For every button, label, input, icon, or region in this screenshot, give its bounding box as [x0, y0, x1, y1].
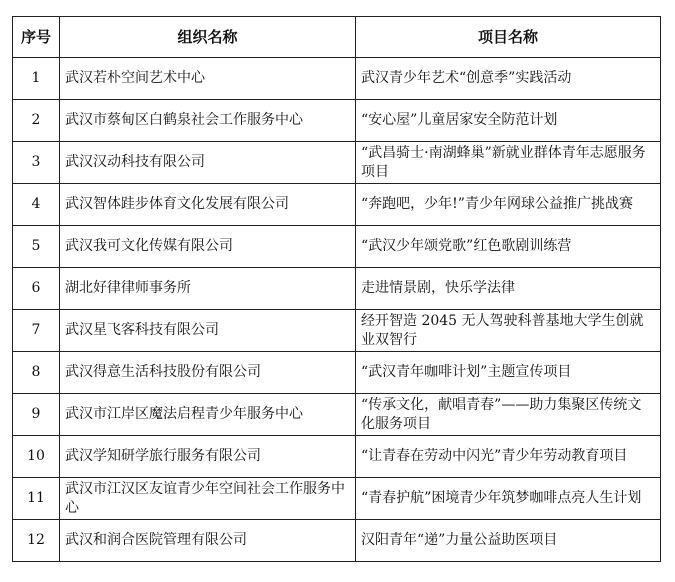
- table-row: [13, 100, 661, 142]
- table-row: [13, 394, 661, 436]
- project-name: “青春护航”困境青少年筑梦咖啡点亮人生计划: [356, 478, 661, 520]
- organization-name: 湖北好律律师事务所: [60, 268, 356, 310]
- organization-name: 武汉和润合医院管理有限公司: [60, 520, 356, 562]
- organization-name: 武汉若朴空间艺术中心: [60, 58, 356, 100]
- row-number: 8: [13, 352, 60, 394]
- project-list-table: [12, 16, 661, 562]
- row-number: 10: [13, 436, 60, 478]
- project-name: “传承文化，献唱青春”——助力集聚区传统文化服务项目: [356, 394, 661, 436]
- header-project: 项目名称: [356, 17, 661, 58]
- project-name: “武昌骑士·南湖蜂巢”新就业群体青年志愿服务项目: [356, 142, 661, 184]
- project-name: “奔跑吧，少年!”青少年网球公益推广挑战赛: [356, 184, 661, 226]
- table-row: [13, 352, 661, 394]
- table-row: [13, 142, 661, 184]
- table-row: [13, 226, 661, 268]
- project-name: “安心屋”儿童居家安全防范计划: [356, 100, 661, 142]
- project-name: “武汉青年咖啡计划”主题宣传项目: [356, 352, 661, 394]
- organization-name: 武汉得意生活科技股份有限公司: [60, 352, 356, 394]
- row-number: 5: [13, 226, 60, 268]
- table-row: [13, 478, 661, 520]
- row-number: 4: [13, 184, 60, 226]
- table-row: [13, 268, 661, 310]
- organization-name: 武汉学知研学旅行服务有限公司: [60, 436, 356, 478]
- row-number: 7: [13, 310, 60, 352]
- row-number: 6: [13, 268, 60, 310]
- organization-name: 武汉智体跬步体育文化发展有限公司: [60, 184, 356, 226]
- row-number: 3: [13, 142, 60, 184]
- project-name: 武汉青少年艺术“创意季”实践活动: [356, 58, 661, 100]
- row-number: 11: [13, 478, 60, 520]
- organization-name: 武汉市江岸区魔法启程青少年服务中心: [60, 394, 356, 436]
- project-name: “让青春在劳动中闪光”青少年劳动教育项目: [356, 436, 661, 478]
- organization-name: 武汉市蔡甸区白鹤泉社会工作服务中心: [60, 100, 356, 142]
- row-number: 1: [13, 58, 60, 100]
- organization-name: 武汉市江汉区友谊青少年空间社会工作服务中心: [60, 478, 356, 520]
- table-row: [13, 310, 661, 352]
- table-header-row: [13, 17, 661, 58]
- organization-name: 武汉星飞客科技有限公司: [60, 310, 356, 352]
- table-row: [13, 184, 661, 226]
- organization-name: 武汉汉动科技有限公司: [60, 142, 356, 184]
- project-name: 汉阳青年“递”力量公益助医项目: [356, 520, 661, 562]
- row-number: 12: [13, 520, 60, 562]
- organization-name: 武汉我可文化传媒有限公司: [60, 226, 356, 268]
- project-name: 走进情景剧，快乐学法律: [356, 268, 661, 310]
- project-name: 经开智造 2045 无人驾驶科普基地大学生创就业双智行: [356, 310, 661, 352]
- table-row: [13, 520, 661, 562]
- table-row: [13, 58, 661, 100]
- row-number: 2: [13, 100, 60, 142]
- table-body: [13, 58, 661, 562]
- header-organization: 组织名称: [60, 17, 356, 58]
- header-number: 序号: [13, 17, 60, 58]
- row-number: 9: [13, 394, 60, 436]
- project-name: “武汉少年颂党歌”红色歌剧训练营: [356, 226, 661, 268]
- table-row: [13, 436, 661, 478]
